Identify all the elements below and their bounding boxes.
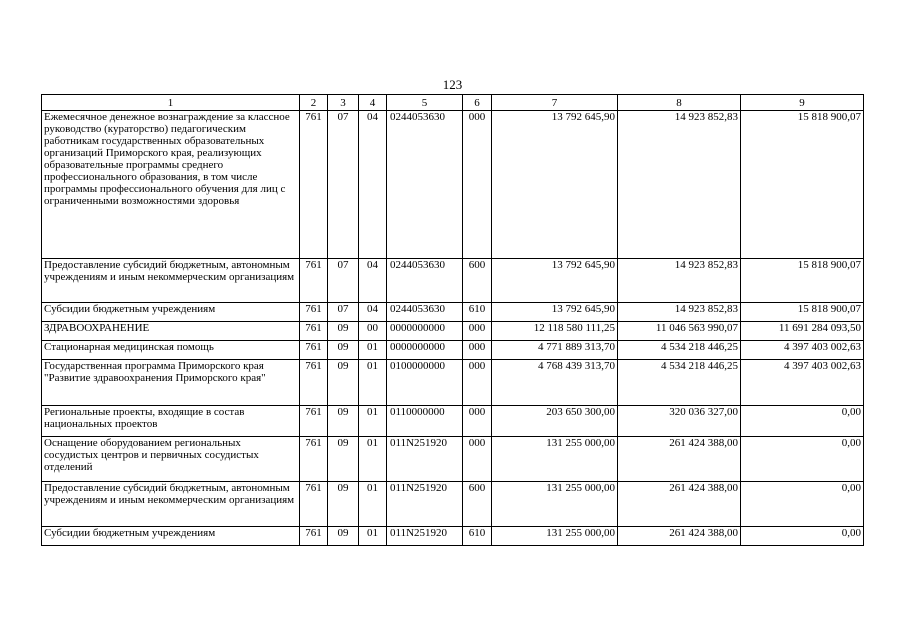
column-header: 4 (359, 95, 387, 111)
amount-col8: 4 534 218 446,25 (618, 360, 741, 406)
amount-col7: 4 771 889 313,70 (492, 341, 618, 360)
subsection-code: 04 (359, 303, 387, 322)
ministry-code: 761 (300, 406, 328, 437)
table-header-row (42, 95, 864, 111)
amount-col9: 15 818 900,07 (741, 259, 864, 303)
expense-type-code: 000 (463, 341, 492, 360)
row-description: Ежемесячное денежное вознаграждение за классное руководство (кураторство) педагогическим работникам государственных образовательных организаций Приморского края, реализующих образовательные программы среднего профессионального образования, в том числе программы профессионального обучения для лиц с ограниченными возможностями здоровья (42, 111, 300, 259)
amount-col8: 320 036 327,00 (618, 406, 741, 437)
subsection-code: 01 (359, 482, 387, 527)
target-article-code: 0244053630 (387, 259, 463, 303)
expense-type-code: 600 (463, 259, 492, 303)
row-description: Государственная программа Приморского края "Развитие здравоохранения Приморского края" (42, 360, 300, 406)
ministry-code: 761 (300, 111, 328, 259)
ministry-code: 761 (300, 527, 328, 546)
target-article-code: 0100000000 (387, 360, 463, 406)
row-description: Стационарная медицинская помощь (42, 341, 300, 360)
amount-col7: 131 255 000,00 (492, 482, 618, 527)
amount-col8: 261 424 388,00 (618, 437, 741, 482)
column-header: 2 (300, 95, 328, 111)
amount-col8: 11 046 563 990,07 (618, 322, 741, 341)
amount-col9: 0,00 (741, 406, 864, 437)
page-number: 123 (442, 77, 463, 92)
amount-col7: 203 650 300,00 (492, 406, 618, 437)
section-code: 09 (328, 341, 359, 360)
expense-type-code: 000 (463, 322, 492, 341)
amount-col7: 131 255 000,00 (492, 437, 618, 482)
expense-type-code: 600 (463, 482, 492, 527)
amount-col8: 14 923 852,83 (618, 303, 741, 322)
expense-type-code: 000 (463, 111, 492, 259)
column-header: 6 (463, 95, 492, 111)
target-article-code: 0000000000 (387, 322, 463, 341)
amount-col9: 15 818 900,07 (741, 303, 864, 322)
subsection-code: 01 (359, 406, 387, 437)
amount-col9: 15 818 900,07 (741, 111, 864, 259)
section-code: 09 (328, 527, 359, 546)
expense-type-code: 610 (463, 527, 492, 546)
amount-col7: 13 792 645,90 (492, 303, 618, 322)
table-row (42, 322, 864, 341)
column-header: 5 (387, 95, 463, 111)
row-description: Субсидии бюджетным учреждениям (42, 303, 300, 322)
table-row (42, 111, 864, 259)
expense-type-code: 000 (463, 360, 492, 406)
ministry-code: 761 (300, 322, 328, 341)
expense-type-code: 000 (463, 406, 492, 437)
amount-col9: 0,00 (741, 482, 864, 527)
amount-col8: 261 424 388,00 (618, 527, 741, 546)
row-description: Субсидии бюджетным учреждениям (42, 527, 300, 546)
section-code: 09 (328, 360, 359, 406)
column-header: 3 (328, 95, 359, 111)
row-description: Предоставление субсидий бюджетным, автономным учреждениям и иным некоммерческим организациям (42, 259, 300, 303)
amount-col7: 12 118 580 111,25 (492, 322, 618, 341)
target-article-code: 0244053630 (387, 303, 463, 322)
subsection-code: 04 (359, 111, 387, 259)
ministry-code: 761 (300, 259, 328, 303)
subsection-code: 04 (359, 259, 387, 303)
subsection-code: 00 (359, 322, 387, 341)
subsection-code: 01 (359, 437, 387, 482)
target-article-code: 011N251920 (387, 482, 463, 527)
ministry-code: 761 (300, 437, 328, 482)
table-row (42, 360, 864, 406)
subsection-code: 01 (359, 527, 387, 546)
amount-col7: 13 792 645,90 (492, 111, 618, 259)
ministry-code: 761 (300, 341, 328, 360)
section-code: 09 (328, 322, 359, 341)
table-row (42, 303, 864, 322)
target-article-code: 011N251920 (387, 527, 463, 546)
table-row (42, 341, 864, 360)
amount-col9: 4 397 403 002,63 (741, 360, 864, 406)
target-article-code: 0110000000 (387, 406, 463, 437)
table-row (42, 406, 864, 437)
subsection-code: 01 (359, 341, 387, 360)
amount-col9: 4 397 403 002,63 (741, 341, 864, 360)
amount-col8: 261 424 388,00 (618, 482, 741, 527)
amount-col9: 0,00 (741, 437, 864, 482)
row-description: Региональные проекты, входящие в состав национальных проектов (42, 406, 300, 437)
section-code: 09 (328, 406, 359, 437)
amount-col7: 4 768 439 313,70 (492, 360, 618, 406)
row-description: ЗДРАВООХРАНЕНИЕ (42, 322, 300, 341)
row-description: Предоставление субсидий бюджетным, автономным учреждениям и иным некоммерческим организациям (42, 482, 300, 527)
column-header: 7 (492, 95, 618, 111)
amount-col9: 11 691 284 093,50 (741, 322, 864, 341)
ministry-code: 761 (300, 303, 328, 322)
amount-col8: 14 923 852,83 (618, 259, 741, 303)
amount-col8: 14 923 852,83 (618, 111, 741, 259)
section-code: 07 (328, 303, 359, 322)
table-row (42, 437, 864, 482)
expense-type-code: 610 (463, 303, 492, 322)
target-article-code: 0000000000 (387, 341, 463, 360)
table-row (42, 482, 864, 527)
section-code: 07 (328, 259, 359, 303)
target-article-code: 0244053630 (387, 111, 463, 259)
subsection-code: 01 (359, 360, 387, 406)
column-header: 1 (42, 95, 300, 111)
amount-col7: 13 792 645,90 (492, 259, 618, 303)
section-code: 09 (328, 437, 359, 482)
column-header: 9 (741, 95, 864, 111)
amount-col8: 4 534 218 446,25 (618, 341, 741, 360)
target-article-code: 011N251920 (387, 437, 463, 482)
budget-table (41, 94, 864, 546)
ministry-code: 761 (300, 360, 328, 406)
table-row (42, 259, 864, 303)
amount-col9: 0,00 (741, 527, 864, 546)
row-description: Оснащение оборудованием региональных сосудистых центров и первичных сосудистых отделений (42, 437, 300, 482)
ministry-code: 761 (300, 482, 328, 527)
amount-col7: 131 255 000,00 (492, 527, 618, 546)
expense-type-code: 000 (463, 437, 492, 482)
section-code: 09 (328, 482, 359, 527)
column-header: 8 (618, 95, 741, 111)
table-row (42, 527, 864, 546)
section-code: 07 (328, 111, 359, 259)
